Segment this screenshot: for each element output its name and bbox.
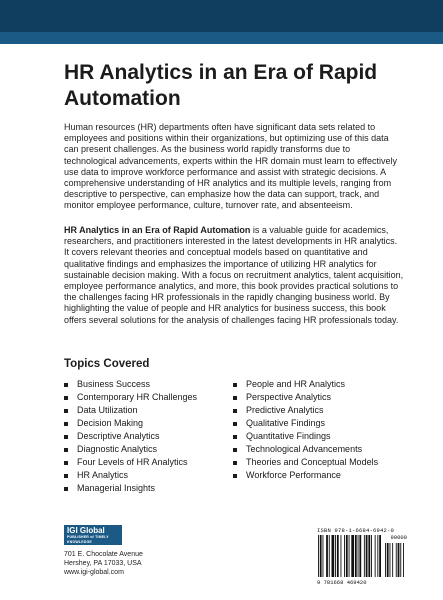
barcode-digits: 9 781668 469420: [317, 579, 367, 586]
list-item: [233, 456, 403, 469]
description-paragraph-2: [64, 225, 404, 326]
bullet-icon: [233, 383, 237, 387]
bullet-icon: [64, 435, 68, 439]
publisher-address: [64, 550, 143, 577]
list-item: [233, 469, 403, 482]
isbn-label: ISBN 978-1-6684-6942-0: [317, 527, 395, 534]
topic-label: Four Levels of HR Analytics: [77, 457, 188, 467]
list-item: [64, 404, 234, 417]
bullet-icon: [233, 422, 237, 426]
list-item: [64, 482, 234, 495]
top-color-band: [0, 0, 443, 44]
list-item: [64, 443, 234, 456]
list-item: [233, 430, 403, 443]
list-item: [64, 456, 234, 469]
bullet-icon: [233, 435, 237, 439]
address-line-1: 701 E. Chocolate Avenue: [64, 551, 143, 558]
bullet-icon: [233, 409, 237, 413]
topic-label: Decision Making: [77, 418, 144, 428]
list-item: [233, 417, 403, 430]
logo-tagline: PUBLISHER of TIMELY KNOWLEDGE: [67, 534, 109, 544]
bullet-icon: [64, 461, 68, 465]
topic-label: Contemporary HR Challenges: [77, 392, 198, 402]
isbn-barcode: [317, 527, 407, 590]
bullet-icon: [233, 396, 237, 400]
bullet-icon: [233, 448, 237, 452]
barcode-addon: 90000: [390, 534, 407, 541]
list-item: [233, 378, 403, 391]
description-paragraph-2-text: is a valuable guide for academics, researchers, and practitioners interested in the latest developments in HR analytics. It covers relevant theories and conceptual models based on quantitative and qualitative findings and emphasizes the importance of utilizing HR analytics for sustainable decision making. With a focus on recruitment analytics, talent acquisition, employee performance analytics, and more, this book provides practical solutions to the challenges facing HR professionals in the rapidly changing business world. By highlighting the value of people and HR analytics for business success, this book offers several solutions for the analysis of challenges facing HR professionals today.: [64, 225, 404, 325]
topic-label: Business Success: [77, 379, 151, 389]
topic-label: Perspective Analytics: [246, 392, 332, 402]
list-item: [64, 430, 234, 443]
bullet-icon: [64, 448, 68, 452]
bullet-icon: [64, 409, 68, 413]
list-item: [233, 391, 403, 404]
bullet-icon: [233, 474, 237, 478]
barcode-icon: [317, 535, 407, 579]
bullet-icon: [233, 461, 237, 465]
topic-label: Workforce Performance: [246, 470, 341, 480]
topics-list-right: [233, 378, 403, 482]
top-band-stripe: [0, 32, 443, 44]
topic-label: Diagnostic Analytics: [77, 444, 158, 454]
bullet-icon: [64, 474, 68, 478]
bullet-icon: [64, 487, 68, 491]
publisher-website: www.igi-global.com: [64, 569, 124, 576]
bullet-icon: [64, 383, 68, 387]
topic-label: Qualitative Findings: [246, 418, 326, 428]
list-item: [64, 391, 234, 404]
list-item: [233, 404, 403, 417]
topic-label: Predictive Analytics: [246, 405, 324, 415]
logo-brand: IGI Global: [67, 525, 105, 535]
topic-label: Technological Advancements: [246, 444, 363, 454]
topic-label: Descriptive Analytics: [77, 431, 160, 441]
topic-label: Quantitative Findings: [246, 431, 331, 441]
topics-heading: Topics Covered: [64, 358, 150, 370]
bullet-icon: [64, 396, 68, 400]
list-item: [233, 443, 403, 456]
topic-label: Theories and Conceptual Models: [246, 457, 379, 467]
book-title: HR Analytics in an Era of Rapid Automation: [64, 61, 378, 110]
topic-label: Managerial Insights: [77, 483, 156, 493]
topic-label: HR Analytics: [77, 470, 129, 480]
list-item: [64, 378, 234, 391]
publisher-logo: [64, 525, 122, 545]
topics-list-left: [64, 378, 234, 495]
book-title-inline: HR Analytics in an Era of Rapid Automation: [64, 225, 251, 235]
topic-label: Data Utilization: [77, 405, 138, 415]
bullet-icon: [64, 422, 68, 426]
list-item: [64, 417, 234, 430]
list-item: [64, 469, 234, 482]
address-line-2: Hershey, PA 17033, USA: [64, 560, 142, 567]
description-paragraph-1: Human resources (HR) departments often have significant data sets related to employees and positions within their organizations, but optimizing use of this data can present challenges. As the business world rapidly transforms due to technological advancements, experts within the HR domain must learn to effectively use data to improve workforce performance and assist with strategic decisions. A comprehensive understanding of HR analytics and its multiple levels, ranging from descriptive to perspective, can emphasize how the data can support, track, and monitor employee performance, culture, turnover rate, and absenteeism.: [64, 122, 398, 211]
publisher-block: [64, 525, 143, 577]
topic-label: People and HR Analytics: [246, 379, 346, 389]
